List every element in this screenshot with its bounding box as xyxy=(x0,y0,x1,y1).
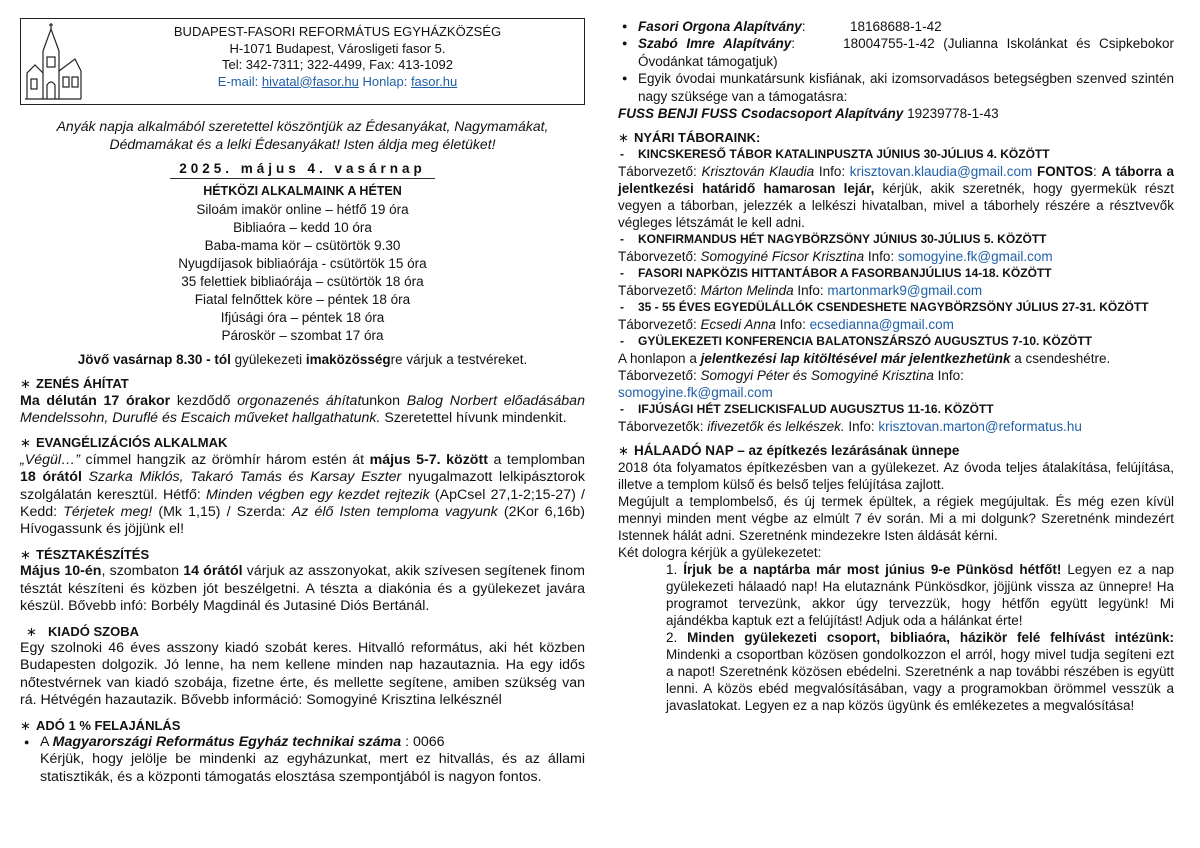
foundation-1 xyxy=(618,18,1174,35)
next-sunday-time: Jövő vasárnap 8.30 - tól xyxy=(77,351,231,367)
text: Somogyi Péter és Somogyiné Krisztina xyxy=(700,368,934,384)
text: Somogyiné Ficsor Krisztina xyxy=(700,249,865,265)
text: Info: xyxy=(933,368,964,384)
text: Szabó Imre Alapítvány xyxy=(638,36,792,52)
section-title-text: KIADÓ SZOBA xyxy=(48,623,139,639)
kiado-text: Egy szolnoki 46 éves asszony kiadó szobát keres. Hitvalló református, aki hét közben Budapesten dolgozik. Jó lenne, ha nem kellene minden nap hazautaznia. Ha egy idős nőtestvérnek van kiadó szobája, fizetne érte, és mellette segítene, amiben szükség van rá. Hétvégén hazautazik. Bővebb információ: Somogyiné Krisztina lelkésznél xyxy=(20,639,585,709)
section-title xyxy=(20,546,585,563)
text: 19239778-1-43 xyxy=(903,106,999,122)
text: Mindenki a csoportban közösen gondolkozzon el arról, hogy mivel tudja segíteni ezt a napot! Szeretnénk közösen ebédelni. Szeretnénk a nap további részében is együtt lenni. A közös ebéd megvalósításában, vagy a programokban örömmel vesszük a javaslatokat. Legyen ez a nap közös ügyünk és emlékezetes a megvalósítása! xyxy=(666,647,1174,714)
text: Márton Melinda xyxy=(700,283,794,299)
text: FUSS BENJI FUSS Csodacsoport Alapítvány xyxy=(618,106,904,122)
list-item: 35 felettiek bibliaórája – csütörtök 18 óra xyxy=(181,273,424,289)
header-text xyxy=(91,24,584,90)
teszta-text xyxy=(20,563,585,615)
halaado-p1: 2018 óta folyamatos építkezésben van a gyülekezet. Az óvoda teljes átalakítása, felújítása, illetve a templom külső és belső teljes felújítása zajlott. xyxy=(618,460,1174,493)
text: 14 órától xyxy=(183,563,243,580)
text: címmel hangzik az örömhír három estén át xyxy=(79,451,370,468)
email-link[interactable]: krisztovan.marton@reformatus.hu xyxy=(878,419,1082,435)
church-logo-icon xyxy=(23,21,83,101)
text: kezdődő xyxy=(170,392,238,409)
asterisk-icon: ∗ xyxy=(618,130,629,146)
camp-4-text xyxy=(618,316,1174,333)
section-title xyxy=(20,375,585,392)
list-item: Baba-mama kör – csütörtök 9.30 xyxy=(204,237,401,253)
zenes-text xyxy=(20,393,585,428)
text: Táborvezető: xyxy=(618,317,701,333)
section-title xyxy=(618,442,1174,459)
text: Legyen ez a nap gyülekezeti hálaadó nap! Ha elutaznánk Pünkösdkor, jöjjünk vissza az ünnepre! Ha programot tervezünk, akkor úgy tervezzük, hogy hétfőn együtt legyünk! Mi ajándékba kaptuk ezt a felújítást! Adjuk oda a hálánkat érte! xyxy=(666,562,1174,629)
text: 1. xyxy=(666,562,684,578)
text: Fasori Orgona Alapítvány xyxy=(638,19,802,34)
org-name: BUDAPEST-FASORI REFORMÁTUS EGYHÁZKÖZSÉG xyxy=(173,24,502,39)
next-prayer: imaközösség xyxy=(305,351,391,367)
section-title-text: EVANGÉLIZÁCIÓS ALKALMAK xyxy=(36,435,228,451)
section-title-text: ADÓ 1 % FELAJÁNLÁS xyxy=(36,717,181,733)
text: Krisztován Klaudia xyxy=(701,164,815,180)
camp-1-name: - KINCSKERESŐ TÁBOR KATALINPUSZTA JÚNIUS 30-JÚLIUS 4. KÖZÖTT xyxy=(618,146,1174,163)
asterisk-icon: ∗ xyxy=(26,623,37,639)
asterisk-icon: ∗ xyxy=(20,546,31,562)
camp-6-name: - IFJÚSÁGI HÉT ZSELICKISFALUD AUGUSZTUS 11-16. KÖZÖTT xyxy=(618,401,1174,418)
text: : xyxy=(801,19,806,34)
text: Minden gyülekezeti csoport, bibliaóra, házikör felé felhívást intézünk: xyxy=(687,630,1174,646)
text: : 0066 xyxy=(401,733,445,750)
camp-6-text xyxy=(618,418,1174,435)
section-ado xyxy=(20,717,585,787)
mothers-day-greeting: Anyák napja alkalmából szeretettel köszöntjük az Édesanyákat, Nagymamákat, Dédmamákat és a lelki Édesanyákat! Isten áldja meg életüket! xyxy=(56,118,549,152)
email-link[interactable]: hivatal@fasor.hu xyxy=(261,73,359,89)
text: Táborvezető: xyxy=(618,283,701,299)
camp-3-name: - FASORI NAPKÖZIS HITTANTÁBOR A FASORBANJÚLIUS 14-18. KÖZÖTT xyxy=(618,265,1174,282)
camp-2-name: - KONFIRMANDUS HÉT NAGYBÖRZSÖNY JÚNIUS 30-JÚLIUS 5. KÖZÖTT xyxy=(618,231,1174,248)
text: FONTOS xyxy=(1032,164,1093,180)
section-zenes xyxy=(20,375,585,427)
text: május 5-7. között xyxy=(369,451,488,468)
text: 18 órától xyxy=(20,469,82,486)
evang-text xyxy=(20,452,585,539)
asterisk-icon: ∗ xyxy=(20,376,31,392)
foundation-2 xyxy=(618,35,1174,70)
halaado-p2: Megújult a templombelső, és új termek épültek, a régiek megújultak. És még ezen kívül mennyi minden ment végbe az elmúlt 7 év során. Mi a mi dolgunk? Szeretnénk mindezért Istennek hálát adni. Szeretnénk mindezekre Isten áldását kérni. xyxy=(618,494,1174,544)
text: Info: xyxy=(793,283,828,299)
email-link[interactable]: somogyine.fk@gmail.com xyxy=(897,249,1053,265)
text: Térjetek meg! xyxy=(63,504,153,521)
org-phone: Tel: 342-7311; 322-4499, Fax: 413-1092 xyxy=(221,57,454,72)
text: Táborvezetők: xyxy=(618,419,708,435)
text: (Mk 1,15) / Szerda: xyxy=(152,504,292,521)
email-link[interactable]: krisztovan.klaudia@gmail.com xyxy=(849,164,1033,180)
text: Május 10-én xyxy=(20,563,102,580)
section-title xyxy=(20,717,585,734)
text: Írjuk be a naptárba már most június 9-e Pünkösd hétfőt! xyxy=(683,562,1062,578)
ado-text: Kérjük, hogy jelölje be mindenki az egyházunkat, mert ez hitvallás, és az állami statisztikák, és a központi támogatás elosztása szempontjából is nagyon fontos. xyxy=(40,751,585,785)
text: a templomban xyxy=(487,451,585,468)
camp-1-text xyxy=(618,163,1174,231)
text: „Végül…” xyxy=(20,451,80,468)
text: 18004755-1-42 xyxy=(843,36,935,52)
text: Ecsedi Anna xyxy=(700,317,776,333)
camp-5-text xyxy=(618,350,1174,401)
text: (2Kor 6,16b) Hívogassunk és jöjjünk el! xyxy=(20,504,585,538)
camp-3-text xyxy=(618,282,1174,299)
web-link[interactable]: fasor.hu xyxy=(410,73,458,89)
next-text: re várjuk a testvéreket. xyxy=(390,351,528,367)
text: 2. xyxy=(666,630,688,646)
text: várjuk az asszonyokat, akik szívesen segítenek finom tésztát készíteni és közben jót beszélgetni. A tészta a diakónia és a gyülekezet javára készül. Bővebb infó: Borbély Magdinál és Jutasiné Diós Bertánál. xyxy=(20,563,585,615)
asterisk-icon: ∗ xyxy=(618,443,629,459)
text: A honlapon a xyxy=(618,351,701,367)
email-link[interactable]: ecsedianna@gmail.com xyxy=(809,317,954,333)
text: 18168688-1-42 xyxy=(850,19,942,34)
section-camps xyxy=(618,129,1174,435)
section-evang xyxy=(20,434,585,538)
text: kérjük, akik szeretnék, hogy gyermekük részt vegyen a táborban, jelezzék a lelkészi hivatalban, mivel a táborhely részére a résztvevők végleges létszámát le kell adni. xyxy=(618,181,1175,231)
list-item: Fiatal felnőttek köre – péntek 18 óra xyxy=(194,291,411,307)
text: A xyxy=(40,733,53,750)
asterisk-icon: ∗ xyxy=(20,717,31,733)
list-item: Bibliaóra – kedd 10 óra xyxy=(233,219,372,235)
text: Táborvezető: xyxy=(618,249,701,265)
list-item: Ifjúsági óra – péntek 18 óra xyxy=(220,309,385,325)
camp-5-name: - GYÜLEKEZETI KONFERENCIA BALATONSZÁRSZÓ AUGUSZTUS 7-10. KÖZÖTT xyxy=(618,333,1174,350)
email-link[interactable]: martonmark9@gmail.com xyxy=(827,283,983,299)
next-sunday-note xyxy=(20,351,585,368)
email-label: E-mail: xyxy=(217,73,262,89)
section-title-text: TÉSZTAKÉSZÍTÉS xyxy=(36,546,150,562)
zenes-time: Ma délután 17 órakor xyxy=(20,392,171,409)
text: a csendeshétre. xyxy=(1010,351,1111,367)
text: nyugalmazott lelkipásztorok szolgálatán keresztül. Hétfő: xyxy=(20,469,585,503)
section-halaado xyxy=(618,442,1174,714)
header-box xyxy=(20,18,585,105)
left-column xyxy=(20,0,585,786)
text: Szarka Miklós, Takaró Tamás és Karsay Eszter xyxy=(88,469,402,486)
text: jelentkezési lap kitöltésével már jelentkezhetünk xyxy=(700,351,1011,367)
text: ifivezetők és lelkészek. xyxy=(707,419,845,435)
halaado-p3: Két dologra kérjük a gyülekezetet: xyxy=(618,545,822,561)
section-kiado xyxy=(20,623,585,710)
section-title-text: HÁLAADÓ NAP – az építkezés lezárásának ünnepe xyxy=(634,443,960,459)
foundation-3 xyxy=(618,70,1174,105)
text: orgonazenés áhítat xyxy=(237,392,362,409)
web-label: Honlap: xyxy=(358,73,411,89)
foundation-3-name xyxy=(618,105,1174,122)
camp-2-text xyxy=(618,248,1174,265)
text: Info: xyxy=(864,249,898,265)
section-title-text: ZENÉS ÁHÍTAT xyxy=(36,376,129,392)
bulletin-date: 2025. május 4. vasárnap xyxy=(179,161,426,176)
text: Szeretettel hívunk mindenkit. xyxy=(380,410,567,427)
section-title xyxy=(618,129,1174,146)
text: Balog Norbert előadásában Mendelssohn, Duruflé és Escaich műveket hallgathatunk. xyxy=(20,392,585,427)
weekly-title: HÉTKÖZI ALKALMAINK A HÉTEN xyxy=(203,184,402,199)
list-item: Siloám imakör online – hétfő 19 óra xyxy=(196,201,409,217)
text: (Julianna Iskolánkat és Csipkebokor Óvodánkat támogatjuk) xyxy=(638,36,1174,69)
text: , szombaton xyxy=(101,563,184,580)
list-item: Nyugdíjasok bibliaórája - csütörtök 15 óra xyxy=(178,255,427,271)
next-text: gyülekezeti xyxy=(230,351,306,367)
ado-line xyxy=(20,734,585,751)
section-title-text: NYÁRI TÁBORAINK: xyxy=(634,130,761,146)
email-link[interactable]: somogyine.fk@gmail.com xyxy=(618,385,773,401)
section-title xyxy=(20,434,585,451)
list-item: Pároskör – szombat 17 óra xyxy=(221,327,384,343)
text: Egyik óvodai munkatársunk kisfiának, aki izomsorvadásos betegségben szenved szintén nagy szüksége van a támogatásra: xyxy=(638,71,1174,104)
section-title xyxy=(20,623,585,640)
org-address: H-1071 Budapest, Városligeti fasor 5. xyxy=(229,40,446,56)
text: Info: xyxy=(814,164,850,180)
text: Info: xyxy=(775,317,810,333)
text: Minden végben egy kezdet rejtezik xyxy=(206,486,430,503)
halaado-item-2 xyxy=(618,629,1174,714)
text: : xyxy=(791,36,796,52)
text: unkon xyxy=(361,392,407,409)
text: Magyarországi Református Egyház technikai száma xyxy=(52,733,402,750)
contact-line xyxy=(91,74,584,91)
section-teszta xyxy=(20,546,585,616)
text xyxy=(82,469,89,485)
text: Az élő Isten temploma vagyunk xyxy=(291,504,498,521)
right-column xyxy=(618,18,1174,714)
date-underline xyxy=(170,178,435,179)
text: A táborra a jelentkezési határidő hamarosan lejár, xyxy=(618,164,1174,197)
text: : xyxy=(1092,164,1102,180)
text: (ApCsel 27,1-2;15-27) / Kedd: xyxy=(20,486,585,521)
text: Táborvezető: xyxy=(618,368,701,384)
asterisk-icon: ∗ xyxy=(20,435,31,451)
text: Info: xyxy=(844,419,879,435)
weekly-list xyxy=(20,201,585,345)
halaado-item-1 xyxy=(618,561,1174,629)
camp-4-name: - 35 - 55 ÉVES EGYEDÜLÁLLÓK CSENDESHETE NAGYBÖRZSÖNY JÚLIUS 27-31. KÖZÖTT xyxy=(618,299,1174,316)
text: Táborvezető: xyxy=(618,164,702,180)
